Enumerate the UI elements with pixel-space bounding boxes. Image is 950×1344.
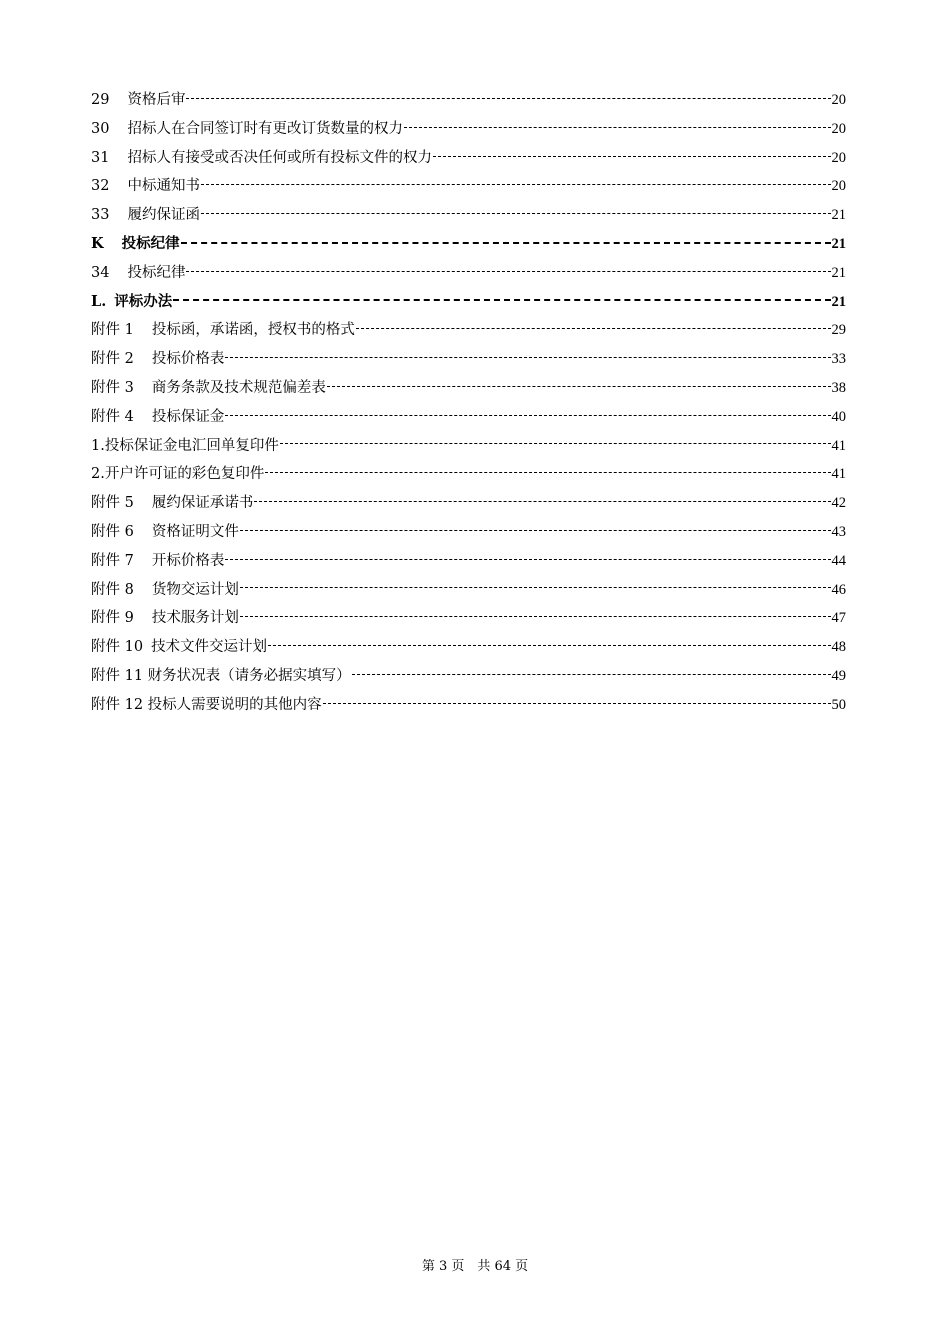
toc-entry-title: 2.开户许可证的彩色复印件 — [91, 466, 265, 483]
toc-entry-page: 29 — [831, 322, 846, 339]
toc-entry-number: 附件 1 — [91, 322, 134, 339]
toc-leader — [181, 233, 831, 248]
toc-entry-title: 中标通知书 — [127, 178, 200, 195]
toc-leader — [352, 665, 831, 680]
toc-entry[interactable] — [91, 491, 846, 520]
toc-entry[interactable] — [91, 88, 846, 117]
toc-leader — [240, 579, 831, 594]
toc-entry[interactable] — [91, 578, 846, 607]
toc-entry-title: 资格证明文件 — [151, 523, 239, 540]
toc-entry-title: 投标保证金 — [151, 408, 225, 425]
toc-leader — [404, 118, 831, 133]
toc-entry-title: 货物交运计划 — [151, 581, 239, 598]
toc-entry-page: 44 — [831, 552, 846, 569]
toc-entry-title: 投标纪律 — [127, 264, 186, 281]
toc-entry-number: 附件 9 — [91, 610, 134, 627]
toc-entry[interactable] — [91, 606, 846, 635]
toc-entry-number: 附件 10 — [91, 639, 144, 656]
toc-entry-title: 履约保证承诺书 — [151, 495, 254, 512]
toc-entry[interactable] — [91, 318, 846, 347]
toc-section-entry[interactable] — [91, 290, 846, 319]
toc-entry-number: 附件 6 — [91, 523, 134, 540]
toc-entry-number: L. — [91, 292, 107, 310]
toc-leader — [323, 694, 831, 709]
toc-entry-page: 40 — [831, 408, 846, 425]
toc-entry-page: 33 — [831, 351, 846, 368]
toc-entry[interactable] — [91, 434, 846, 463]
toc-entry[interactable] — [91, 174, 846, 203]
toc-leader — [356, 320, 831, 335]
toc-leader — [280, 435, 831, 450]
toc-entry-title: 商务条款及技术规范偏差表 — [151, 379, 326, 396]
toc-entry-title: 技术文件交运计划 — [151, 639, 268, 656]
toc-entry-number: 32 — [91, 178, 110, 195]
toc-entry-title: 1.投标保证金电汇回单复印件 — [91, 437, 279, 454]
toc-leader — [240, 521, 831, 536]
toc-entry[interactable] — [91, 635, 846, 664]
toc-entry-page: 49 — [831, 667, 846, 684]
toc-leader — [173, 291, 830, 306]
toc-entry-title: 开标价格表 — [151, 552, 225, 569]
toc-entry-page: 48 — [831, 639, 846, 656]
toc-entry-number: 附件 8 — [91, 581, 134, 598]
toc-entry-number: 附件 5 — [91, 495, 134, 512]
toc-entry[interactable] — [91, 405, 846, 434]
toc-entry-page: 43 — [831, 523, 846, 540]
toc-entry[interactable] — [91, 664, 846, 693]
toc-entry-number: 附件 3 — [91, 379, 134, 396]
toc-entry-page: 21 — [831, 264, 846, 281]
toc-entry-title: 招标人有接受或否决任何或所有投标文件的权力 — [127, 149, 432, 166]
toc-entry-title: 评标办法 — [114, 292, 173, 310]
toc-entry-page: 47 — [831, 610, 846, 627]
toc-entry-page: 21 — [831, 235, 846, 252]
toc-leader — [201, 205, 831, 220]
toc-leader — [201, 176, 831, 191]
toc-entry-title: 履约保证函 — [127, 207, 200, 224]
toc-leader — [265, 464, 830, 479]
toc-entry-title: 技术服务计划 — [151, 610, 239, 627]
toc-entry-number: 29 — [91, 92, 110, 108]
toc-entry[interactable] — [91, 520, 846, 549]
toc-entry-title: 附件 11 财务状况表（请务必据实填写） — [91, 667, 351, 684]
toc-entry[interactable] — [91, 117, 846, 146]
toc-entry-number: 31 — [91, 149, 110, 166]
toc-leader — [225, 406, 830, 421]
toc-entry[interactable] — [91, 203, 846, 232]
toc-entry-page: 20 — [831, 178, 846, 195]
toc-entry-page: 50 — [831, 696, 846, 713]
toc-leader — [186, 262, 830, 277]
toc-entry[interactable] — [91, 462, 846, 491]
toc-leader — [225, 550, 830, 565]
toc-entry-title: 投标价格表 — [151, 351, 225, 368]
toc-leader — [433, 147, 831, 162]
toc-entry-page: 20 — [831, 120, 846, 137]
toc-entry-number: K — [91, 234, 104, 252]
toc-section-entry[interactable] — [91, 232, 846, 261]
toc-entry-page: 41 — [831, 466, 846, 483]
toc-entry[interactable] — [91, 347, 846, 376]
toc-entry-page: 21 — [831, 207, 846, 224]
toc-entry-number: 附件 2 — [91, 351, 134, 368]
toc-leader — [186, 90, 830, 105]
toc-entry-page: 42 — [831, 495, 846, 512]
toc-leader — [240, 608, 831, 623]
page-footer: 第 3 页 共 64 页 — [421, 1259, 529, 1274]
toc-entry-title: 投标函，承诺函，授权书的格式 — [151, 322, 355, 339]
toc-entry-page: 20 — [831, 92, 846, 108]
toc-entry[interactable] — [91, 146, 846, 175]
toc-entry-page: 41 — [831, 437, 846, 454]
toc-entry-page: 38 — [831, 379, 846, 396]
toc-entry-title: 招标人在合同签订时有更改订货数量的权力 — [127, 120, 403, 137]
toc-leader — [225, 349, 830, 364]
toc-entry-title: 投标纪律 — [121, 234, 180, 252]
toc-entry-number: 30 — [91, 120, 110, 137]
toc-leader — [327, 377, 831, 392]
toc-entry-number: 34 — [91, 264, 110, 281]
toc-leader — [254, 493, 830, 508]
toc-entry-title: 附件 12 投标人需要说明的其他内容 — [91, 696, 322, 713]
table-of-contents — [91, 88, 846, 722]
toc-entry[interactable] — [91, 261, 846, 290]
toc-entry-number: 33 — [91, 207, 110, 224]
toc-entry-page: 21 — [831, 293, 846, 310]
toc-entry-number: 附件 7 — [91, 552, 134, 569]
toc-entry-number: 附件 4 — [91, 408, 134, 425]
toc-entry-title: 资格后审 — [127, 92, 186, 108]
toc-entry-page: 20 — [831, 149, 846, 166]
toc-leader — [268, 637, 830, 652]
toc-entry-page: 46 — [831, 581, 846, 598]
toc-entry[interactable] — [91, 693, 846, 722]
toc-entry[interactable] — [91, 376, 846, 405]
toc-entry[interactable] — [91, 549, 846, 578]
